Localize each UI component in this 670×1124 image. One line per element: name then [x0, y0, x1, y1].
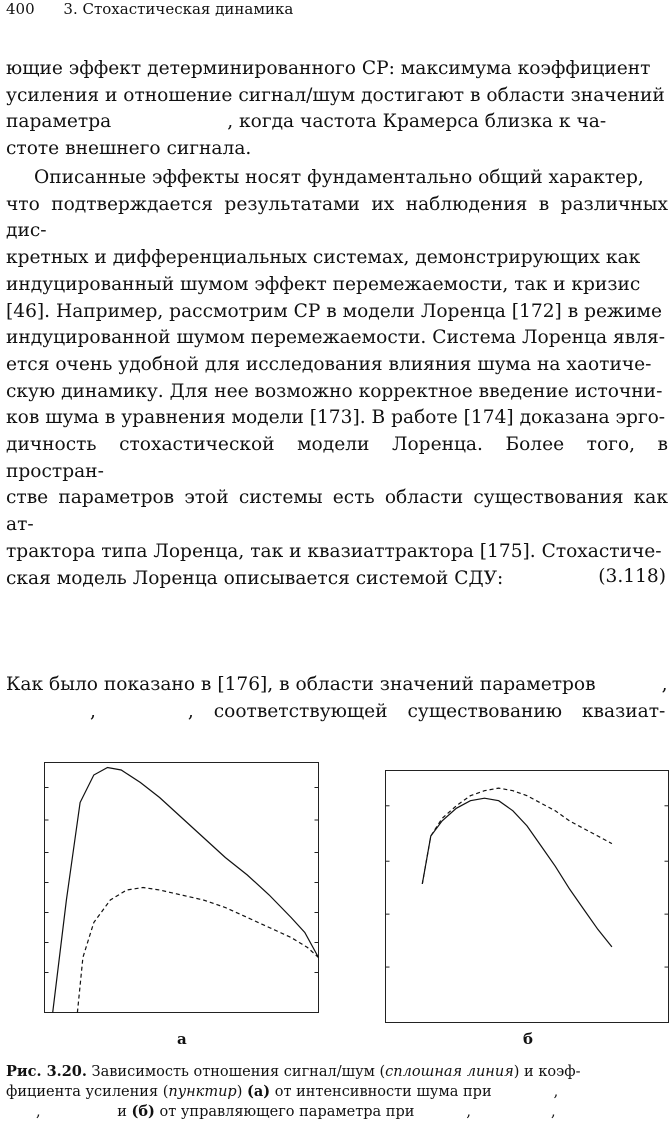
series-line-solid — [53, 768, 319, 1013]
plot-frame — [45, 763, 319, 1013]
text-fragment: , когда частота Крамерса близка к ча- — [227, 111, 607, 133]
caption-text: Зависимость отношения сигнал/шум ( — [86, 1064, 386, 1080]
figure-panel-b — [385, 770, 670, 1026]
text-line: ков шума в уравнения модели [173]. В работе [174] доказана эрго- — [6, 407, 666, 429]
text-line — [6, 109, 668, 136]
text-fragment: , соответствующей существованию квазиат- — [187, 700, 666, 722]
caption-text: от управляющего параметра при — [154, 1104, 415, 1120]
figure-caption — [6, 1062, 666, 1122]
caption-line — [6, 1102, 666, 1122]
caption-text: ) — [236, 1084, 247, 1100]
text-line: усиления и отношение сигнал/шум достигают в области значений — [6, 84, 665, 106]
text-line: что подтверждается результатами их наблюдения в различных дис- — [6, 193, 668, 242]
text-line: индуцированный шумом эффект перемежаемости, так и кризис — [6, 273, 641, 295]
figure-panel-a — [44, 762, 320, 1014]
chapter-title: 3. Стохастическая динамика — [63, 0, 294, 18]
text-line — [6, 672, 668, 699]
text-line: Описанные эффекты носят фундаментально общий характер, — [34, 167, 644, 188]
series-line-dashed — [77, 888, 318, 1013]
text-fragment: параметра — [6, 111, 112, 133]
text-line: стоте внешнего сигнала. — [6, 138, 252, 160]
equation-number: (3.118) — [598, 566, 666, 587]
text-line: стве параметров этой системы есть области существования как ат- — [6, 487, 668, 536]
plot-frame — [386, 771, 669, 1023]
text-line: скую динамику. Для нее возможно корректное введение источни- — [6, 380, 663, 402]
caption-text: фициента усиления ( — [6, 1084, 169, 1100]
running-header — [6, 0, 293, 18]
text-line: ющие эффект детерминированного СР: максимума коэффициент — [6, 58, 651, 79]
caption-text: , — [466, 1104, 472, 1120]
paragraph-2 — [6, 165, 668, 592]
series-line-dashed — [422, 788, 612, 884]
text-line — [6, 699, 668, 726]
caption-text: , — [36, 1104, 41, 1120]
caption-text: , — [551, 1104, 556, 1120]
caption-line — [6, 1062, 666, 1082]
caption-text: от интенсивности шума при — [270, 1084, 492, 1100]
caption-dashed-label: пунктир — [168, 1084, 237, 1100]
text-line: [46]. Например, рассмотрим СР в модели Лоренца [172] в режиме — [6, 300, 662, 322]
caption-b-marker: (б) — [131, 1103, 155, 1120]
caption-text: и — [112, 1104, 132, 1120]
text-fragment: , — [90, 700, 96, 722]
paragraph-1 — [6, 56, 668, 163]
figure-label: Рис. 3.20. — [6, 1063, 87, 1080]
panel-a-label: а — [177, 1030, 187, 1048]
series-line-solid — [422, 798, 612, 947]
caption-line — [6, 1082, 666, 1102]
text-line: дичность стохастической модели Лоренца. Более того, в простран- — [6, 434, 668, 482]
text-fragment: , — [661, 674, 668, 695]
text-line: кретных и дифференциальных системах, демонстрирующих как — [6, 247, 641, 269]
text-line: трактора типа Лоренца, так и квазиаттрактора [175]. Стохастиче- — [6, 540, 662, 562]
caption-solid-label: сплошная линия — [385, 1064, 514, 1080]
text-line: индуцированной шумом перемежаемости. Система Лоренца явля- — [6, 327, 666, 349]
caption-text: ) и коэф- — [513, 1064, 581, 1080]
text-fragment: Как было показано в [176], в области значений параметров — [6, 674, 596, 695]
text-line: ская модель Лоренца описывается системой СДУ: — [6, 567, 504, 589]
caption-text: , — [553, 1084, 559, 1100]
text-line: ется очень удобной для исследования влияния шума на хаотиче- — [6, 353, 652, 375]
panel-b-label: б — [523, 1030, 534, 1048]
paragraph-3 — [6, 672, 668, 725]
caption-a-marker: (а) — [247, 1083, 271, 1100]
page-number: 400 — [6, 0, 35, 18]
